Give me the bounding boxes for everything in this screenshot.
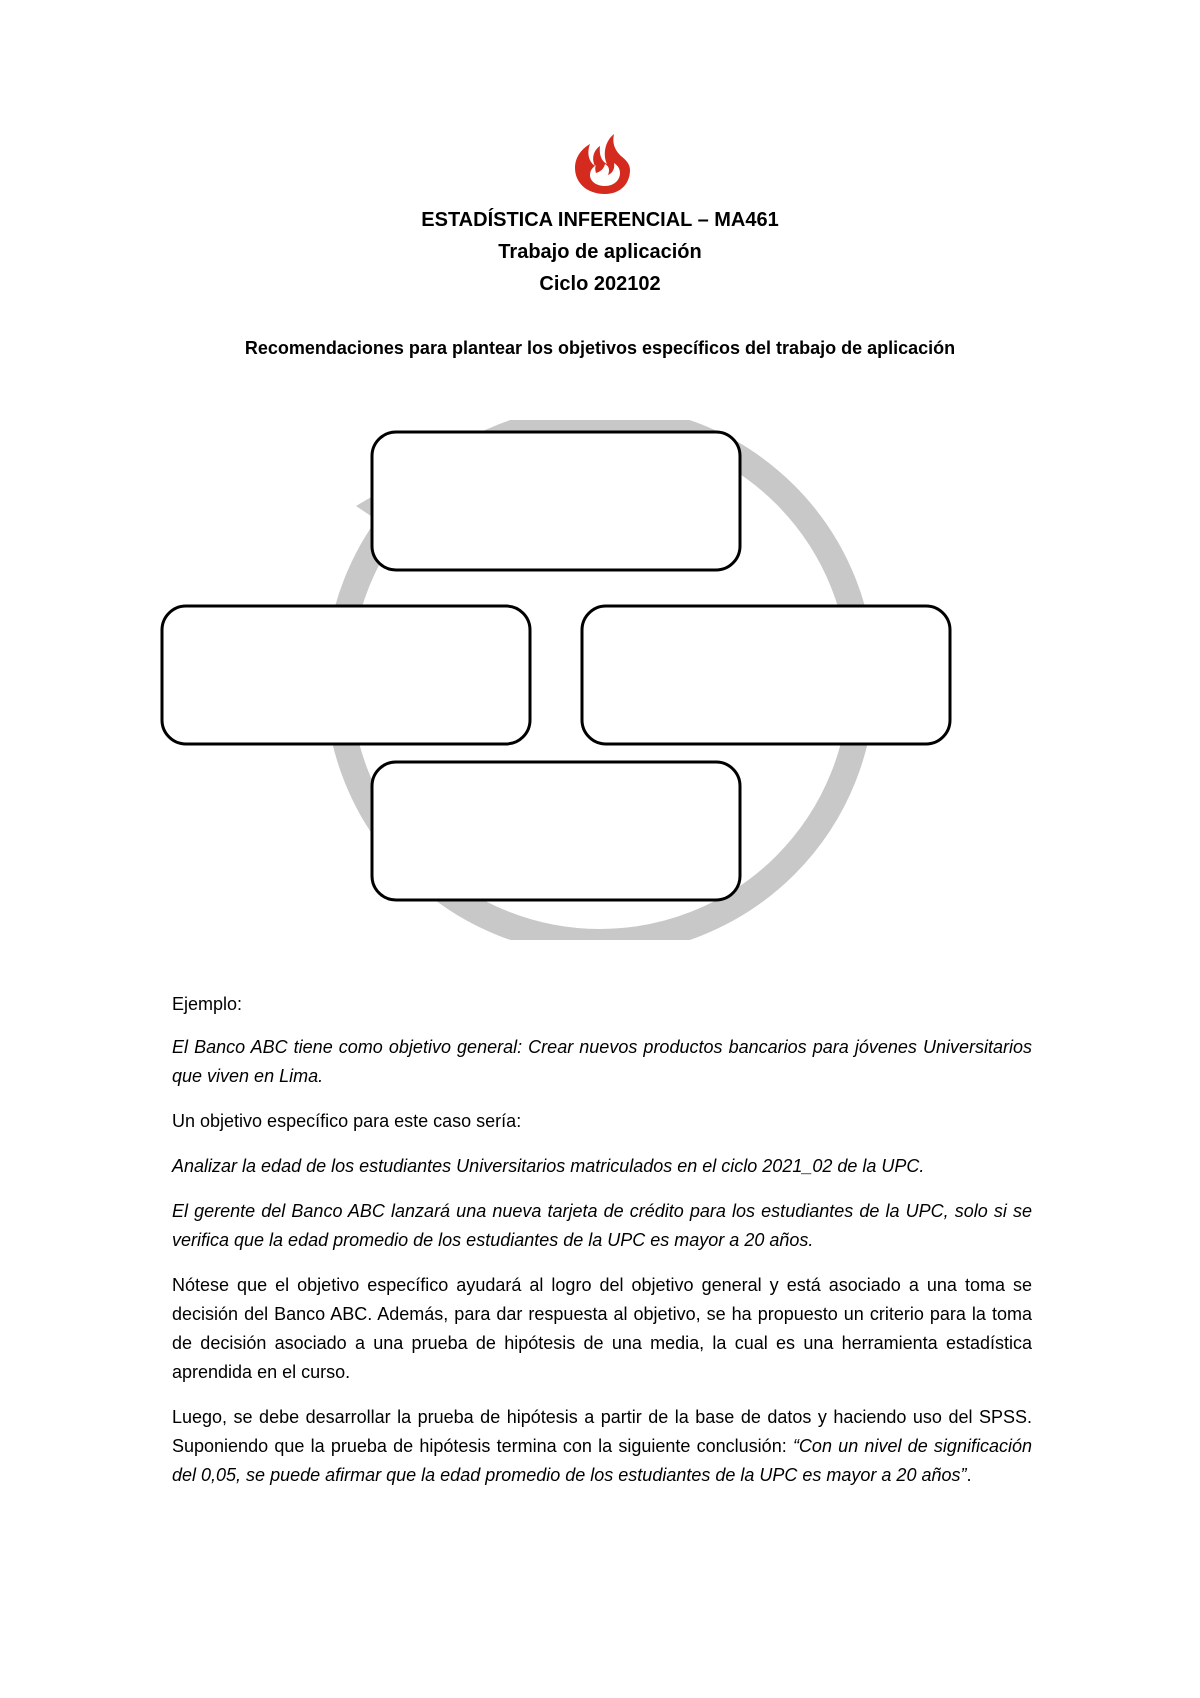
upc-flame-logo-icon bbox=[570, 128, 640, 198]
specific-intro-paragraph: Un objetivo específico para este caso sería: bbox=[172, 1111, 522, 1131]
cycle-diagram-svg bbox=[160, 420, 1040, 940]
general-objective-paragraph: El Banco ABC tiene como objetivo general: Crear nuevos productos bancarios para jóvenes Universitarios que viven en Lima. bbox=[172, 1037, 1032, 1086]
work-title: Trabajo de aplicación bbox=[498, 241, 702, 263]
document-header bbox=[0, 204, 1200, 300]
diagram-box-right bbox=[582, 606, 950, 744]
decision-paragraph: El gerente del Banco ABC lanzará una nueva tarjeta de crédito para los estudiantes de la UPC, solo si se verifica que la edad promedio de los estudiantes de la UPC es mayor a 20 años. bbox=[172, 1201, 1032, 1250]
diagram-box-bottom bbox=[372, 762, 740, 900]
specific-objective-paragraph: Analizar la edad de los estudiantes Universitarios matriculados en el ciclo 2021_02 de la UPC. bbox=[172, 1156, 925, 1176]
cycle-diagram bbox=[160, 420, 1040, 940]
cycle-title: Ciclo 202102 bbox=[539, 273, 661, 295]
note-paragraph: Nótese que el objetivo específico ayudará al logro del objetivo general y está asociado a una toma se decisión del Banco ABC. Además, para dar respuesta al objetivo, se ha propuesto un criterio para la toma de decisión asociado a una prueba de hipótesis de una media, la cual es una herramienta estadística aprendida en el curso. bbox=[172, 1275, 1032, 1382]
diagram-box-left bbox=[162, 606, 530, 744]
end-punctuation: . bbox=[966, 1465, 972, 1485]
conclusion-quote: “Con un nivel de significación del 0,05, se puede afirmar que la edad promedio de los estudiantes de la UPC es mayor a 20 años” bbox=[172, 1436, 1032, 1485]
example-section bbox=[172, 990, 1032, 1506]
course-title: ESTADÍSTICA INFERENCIAL – MA461 bbox=[421, 209, 779, 231]
section-subtitle: Recomendaciones para plantear los objetivos específicos del trabajo de aplicación bbox=[244, 338, 956, 358]
diagram-box-top bbox=[372, 432, 740, 570]
example-label: Ejemplo: bbox=[172, 994, 243, 1014]
then-text: Luego, se debe desarrollar la prueba de hipótesis a partir de la base de datos y haciendo uso del SPSS. Suponiendo que la prueba de hipótesis termina con la siguiente conclusión: bbox=[172, 1407, 1032, 1456]
conclusion-paragraph bbox=[172, 1403, 1032, 1490]
